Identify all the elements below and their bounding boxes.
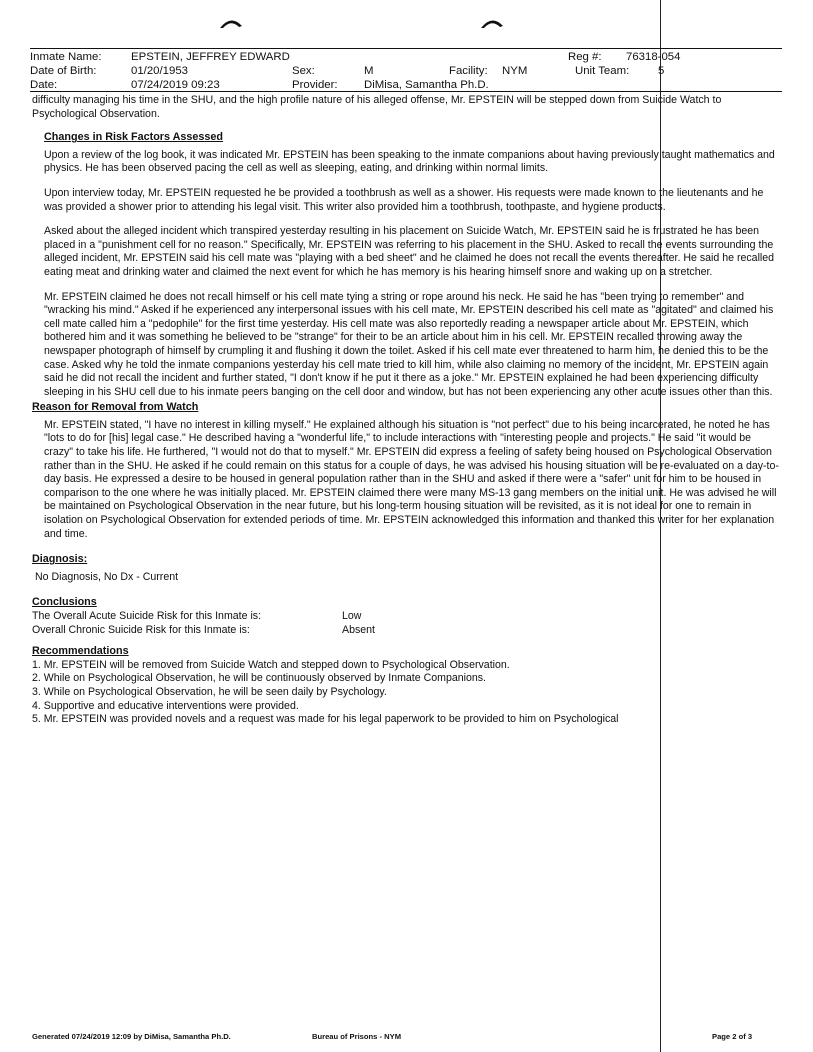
removal-paragraph: Mr. EPSTEIN stated, "I have no interest in killing myself." He explained although his situation is "not perfect" due to his being incarcerated, he noted he has "lots to do for [his] legal case." He described having a "wonderful life," to include interactions with "interesting people and projects." He said "it would be crazy" to take his life. He furthered, "I would not do that to myself." Mr. EPSTEIN did express a feeling of safety being housed on Psychological Observation rather than in the SHU. He asked if he could remain on this status for a couple of days, he was advised his housing situation will be re-evaluated on a day-to-day basis. He expressed a desire to be housed in general population rather than in the SHU and asked if there were a "safer" unit for him to be housed in comparison to the one where he was initially placed. Mr. EPSTEIN claimed there were many MS-13 gang members on the initial unit. He was advised he will be maintained on Psychological Observation in the near future, but his long-term housing situation will be revisited, as it is not ideal for one to remain in isolation on Psychological Observation for extended periods of time. Mr. EPSTEIN acknowledged this information and thanked this writer for her explanation and time. [44, 418, 779, 540]
footer-page-number: Page 2 of 3 [712, 1032, 753, 1041]
acute-risk-value: Low [342, 610, 362, 622]
diagnosis-heading: Diagnosis: [32, 553, 88, 566]
conclusions-heading: Conclusions [32, 596, 97, 609]
changes-section [32, 149, 784, 400]
acute-risk-label: The Overall Acute Suicide Risk for this Inmate is: [32, 610, 262, 622]
inmate-name-value: EPSTEIN, JEFFREY EDWARD [131, 51, 290, 63]
changes-paragraph-1: Upon a review of the log book, it was indicated Mr. EPSTEIN has been speaking to the inmate companions about having previously taught mathematics and physics. He has been observed pacing the cell as well as sleeping, eating, and drinking within normal limits. [44, 148, 775, 175]
redaction-mark-right [479, 16, 505, 30]
inmate-header [30, 48, 782, 92]
reg-value: 76318-054 [626, 51, 681, 63]
inmate-name-label: Inmate Name: [30, 51, 102, 63]
facility-label: Facility: [449, 65, 488, 77]
chronic-risk-label: Overall Chronic Suicide Risk for this Inmate is: [32, 623, 250, 636]
date-label: Date: [30, 79, 58, 91]
unit-team-value: 5 [658, 65, 665, 77]
changes-paragraph-2: Upon interview today, Mr. EPSTEIN requested he be provided a toothbrush as well as a shower. His requests were made known to the lieutenants and he was provided a shower prior to attending his legal visit. This writer also provided him a toothbrush, toothpaste, and hygiene products. [44, 186, 764, 213]
removal-heading: Reason for Removal from Watch [32, 401, 199, 414]
report-body [32, 94, 784, 727]
removal-section [32, 419, 784, 541]
recommendation-item: 2. While on Psychological Observation, he will be continuously observed by Inmate Companions. [32, 672, 487, 685]
header-bottom-rule [30, 91, 782, 92]
intro-paragraph: difficulty managing his time in the SHU, and the high profile nature of his alleged offense, Mr. EPSTEIN will be stepped down from Suicide Watch to Psychological Observation. [32, 94, 722, 120]
reg-label: Reg #: [568, 51, 602, 63]
unit-team-label: Unit Team: [575, 65, 630, 77]
changes-paragraph-4: Mr. EPSTEIN claimed he does not recall himself or his cell mate tying a string or rope around his neck. He said he has "been trying to remember" and "wracking his mind." Asked if he experienced any interpersonal issues with his cell mate, Mr. EPSTEIN described his cell mate as "agitated" and claimed his cell mate called him a "pedophile" for the first time yesterday. His cell mate was also reportedly reading a newspaper article about Mr. EPSTEIN, which bothered him and it was something he believed to be "strange" for their to be an article about him in his cell. Mr. EPSTEIN recalled throwing away the newspaper photograph of himself by crumpling it and flushing it down the toilet. Asked if his cell mate ever threatened to harm him, he denied this to be the case. Asked why he told the inmate companions yesterday his cell mate tried to kill him, while also claiming no memory of the incident, Mr. EPSTEIN again said he did not recall the incident and further stated, "I don't know if he put it there as a joke." Mr. EPSTEIN explained he had been experiencing difficulty sleeping in his SHU cell due to his inmate peers banging on the cell door and window, but has not been experiencing any other acute issues other than this. [44, 290, 774, 398]
recommendations-list [32, 659, 784, 727]
chronic-risk-value: Absent [342, 623, 375, 636]
recommendation-item: 3. While on Psychological Observation, he will be seen daily by Psychology. [32, 685, 387, 698]
recommendation-item: 5. Mr. EPSTEIN was provided novels and a request was made for his legal paperwork to be provided to him on Psychological [32, 713, 619, 726]
recommendation-item: 4. Supportive and educative interventions were provided. [32, 699, 299, 712]
footer-generated: Generated 07/24/2019 12:09 by DiMisa, Samantha Ph.D. [32, 1032, 231, 1041]
provider-label: Provider: [292, 79, 338, 91]
sex-label: Sex: [292, 65, 315, 77]
dob-value: 01/20/1953 [131, 65, 189, 77]
provider-value: DiMisa, Samantha Ph.D. [364, 79, 489, 91]
date-value: 07/24/2019 09:23 [131, 79, 220, 91]
recommendations-heading: Recommendations [32, 645, 129, 658]
sex-value: M [364, 65, 374, 77]
chronic-risk-row [32, 624, 784, 638]
acute-risk-row [32, 610, 784, 624]
changes-heading: Changes in Risk Factors Assessed [44, 131, 224, 144]
facility-value: NYM [502, 65, 528, 77]
recommendation-item: 1. Mr. EPSTEIN will be removed from Suicide Watch and stepped down to Psychological Observation. [32, 658, 510, 671]
dob-label: Date of Birth: [30, 65, 97, 77]
footer-bureau: Bureau of Prisons - NYM [312, 1032, 402, 1041]
diagnosis-text: No Diagnosis, No Dx - Current [35, 570, 179, 583]
changes-paragraph-3: Asked about the alleged incident which transpired yesterday resulting in his placement on Suicide Watch, Mr. EPSTEIN said he is frustrated he has been placed in a "punishment cell for no reason." Specifically, Mr. EPSTEIN was referring to his placement in the SHU. Asked to recall the events surrounding the alleged incident, Mr. EPSTEIN said his cell mate was "playing with a bed sheet" and he claimed he does not recall the events thereafter. He said he recalled eating meat and drinking water and claimed the next event for which he has memory is his hearing himself snore and waking up on a stretcher. [44, 225, 775, 278]
redaction-mark-left [218, 16, 244, 30]
